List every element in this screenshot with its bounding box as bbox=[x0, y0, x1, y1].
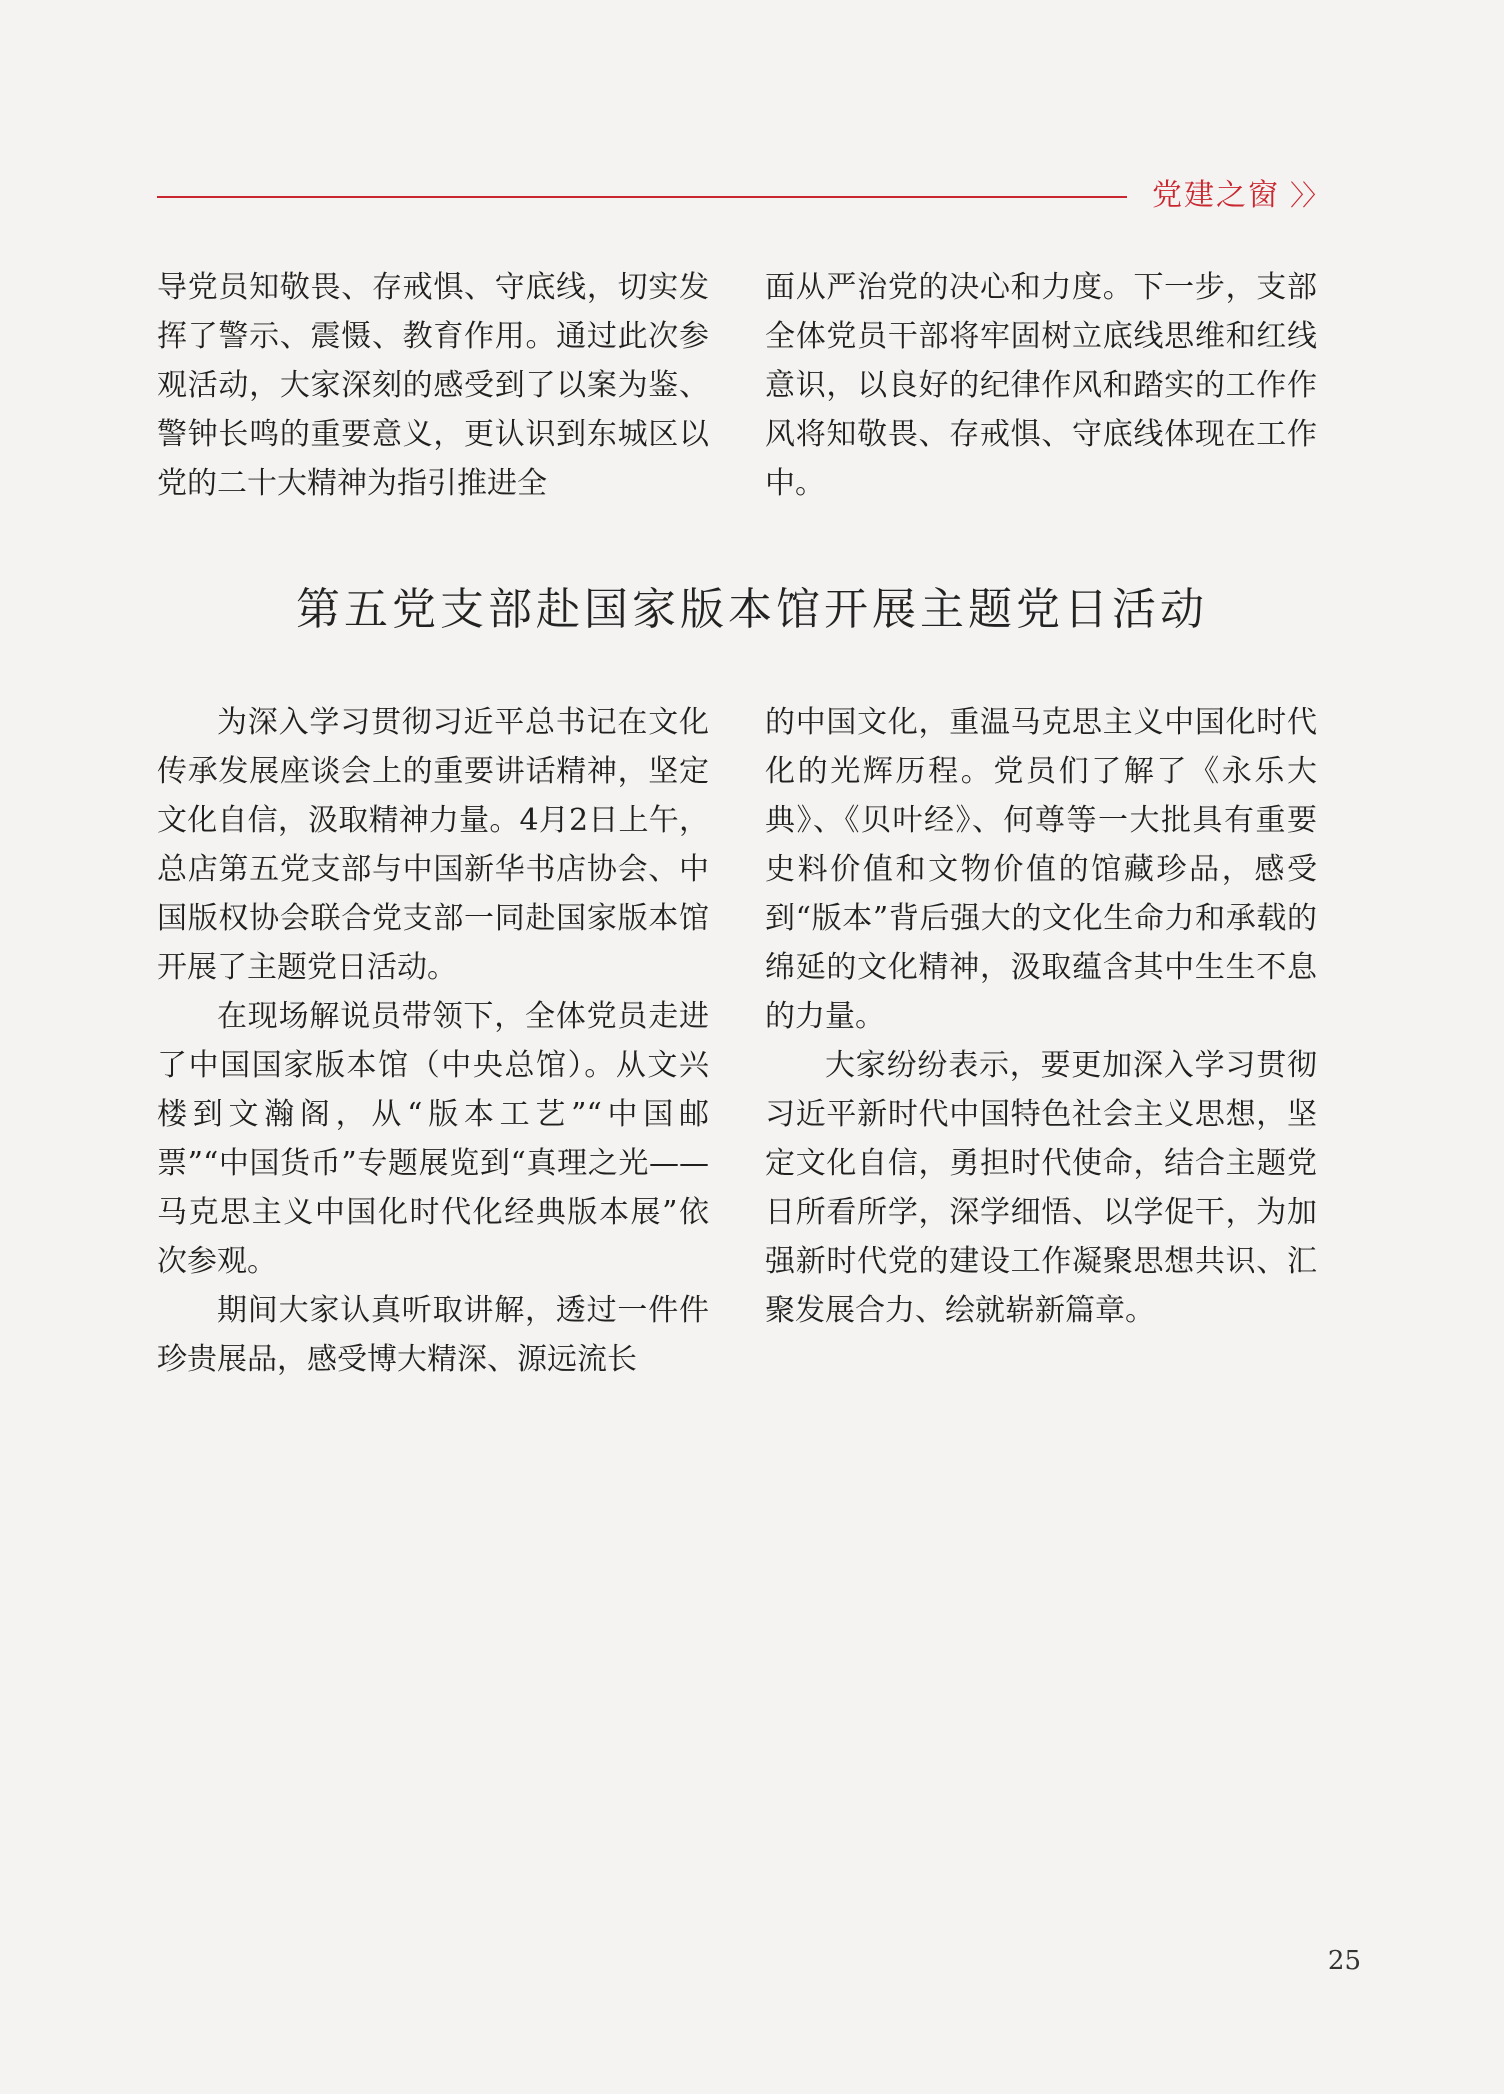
page-number: 25 bbox=[1327, 1946, 1361, 1976]
article-paragraph: 期间大家认真听取讲解，透过一件件珍贵展品，感受博大精深、源远流长 bbox=[157, 1293, 709, 1377]
section-label: 党建之窗 bbox=[1151, 178, 1280, 213]
continuation-left-column bbox=[157, 263, 709, 508]
continuation-right-column bbox=[765, 263, 1317, 508]
continuation-right-text: 面从严治党的决心和力度。下一步，支部全体党员干部将牢固树立底线思维和红线意识，以良好的纪律作风和踏实的工作作风将知敬畏、存戒惧、守底线体现在工作中。 bbox=[765, 270, 1317, 501]
article-paragraph: 大家纷纷表示，要更加深入学习贯彻习近平新时代中国特色社会主义思想，坚定文化自信，勇担时代使命，结合主题党日所看所学，深学细悟、以学促干，为加强新时代党的建设工作凝聚思想共识、汇聚发展合力、绘就崭新篇章。 bbox=[765, 1048, 1317, 1328]
article-paragraph: 为深入学习贯彻习近平总书记在文化传承发展座谈会上的重要讲话精神，坚定文化自信，汲取精神力量。4月2日上午，总店第五党支部与中国新华书店协会、中国版权协会联合党支部一同赴国家版本馆开展了主题党日活动。 bbox=[157, 705, 709, 985]
article-paragraph: 的中国文化，重温马克思主义中国化时代化的光辉历程。党员们了解了《永乐大典》、《贝叶经》、何尊等一大批具有重要史料价值和文物价值的馆藏珍品，感受到“版本”背后强大的文化生命力和承载的绵延的文化精神，汲取蕴含其中生生不息的力量。 bbox=[765, 705, 1317, 1034]
article-paragraph: 在现场解说员带领下，全体党员走进了中国国家版本馆（中央总馆）。从文兴楼到文瀚阁，从“版本工艺”“中国邮票”“中国货币”专题展览到“真理之光——马克思主义中国化时代化经典版本展”依次参观。 bbox=[157, 999, 709, 1279]
continuation-left-text: 导党员知敬畏、存戒惧、守底线，切实发挥了警示、震慑、教育作用。通过此次参观活动，大家深刻的感受到了以案为鉴、警钟长鸣的重要意义，更认识到东城区以党的二十大精神为指引推进全 bbox=[157, 270, 709, 501]
header-rule bbox=[157, 196, 1127, 198]
article-title: 第五党支部赴国家版本馆开展主题党日活动 bbox=[296, 584, 1208, 635]
article-right-column bbox=[765, 698, 1317, 1335]
article-left-column bbox=[157, 698, 709, 1384]
section-tag bbox=[1152, 176, 1328, 216]
chevron-right-icon: 〉〉 bbox=[1289, 179, 1328, 212]
